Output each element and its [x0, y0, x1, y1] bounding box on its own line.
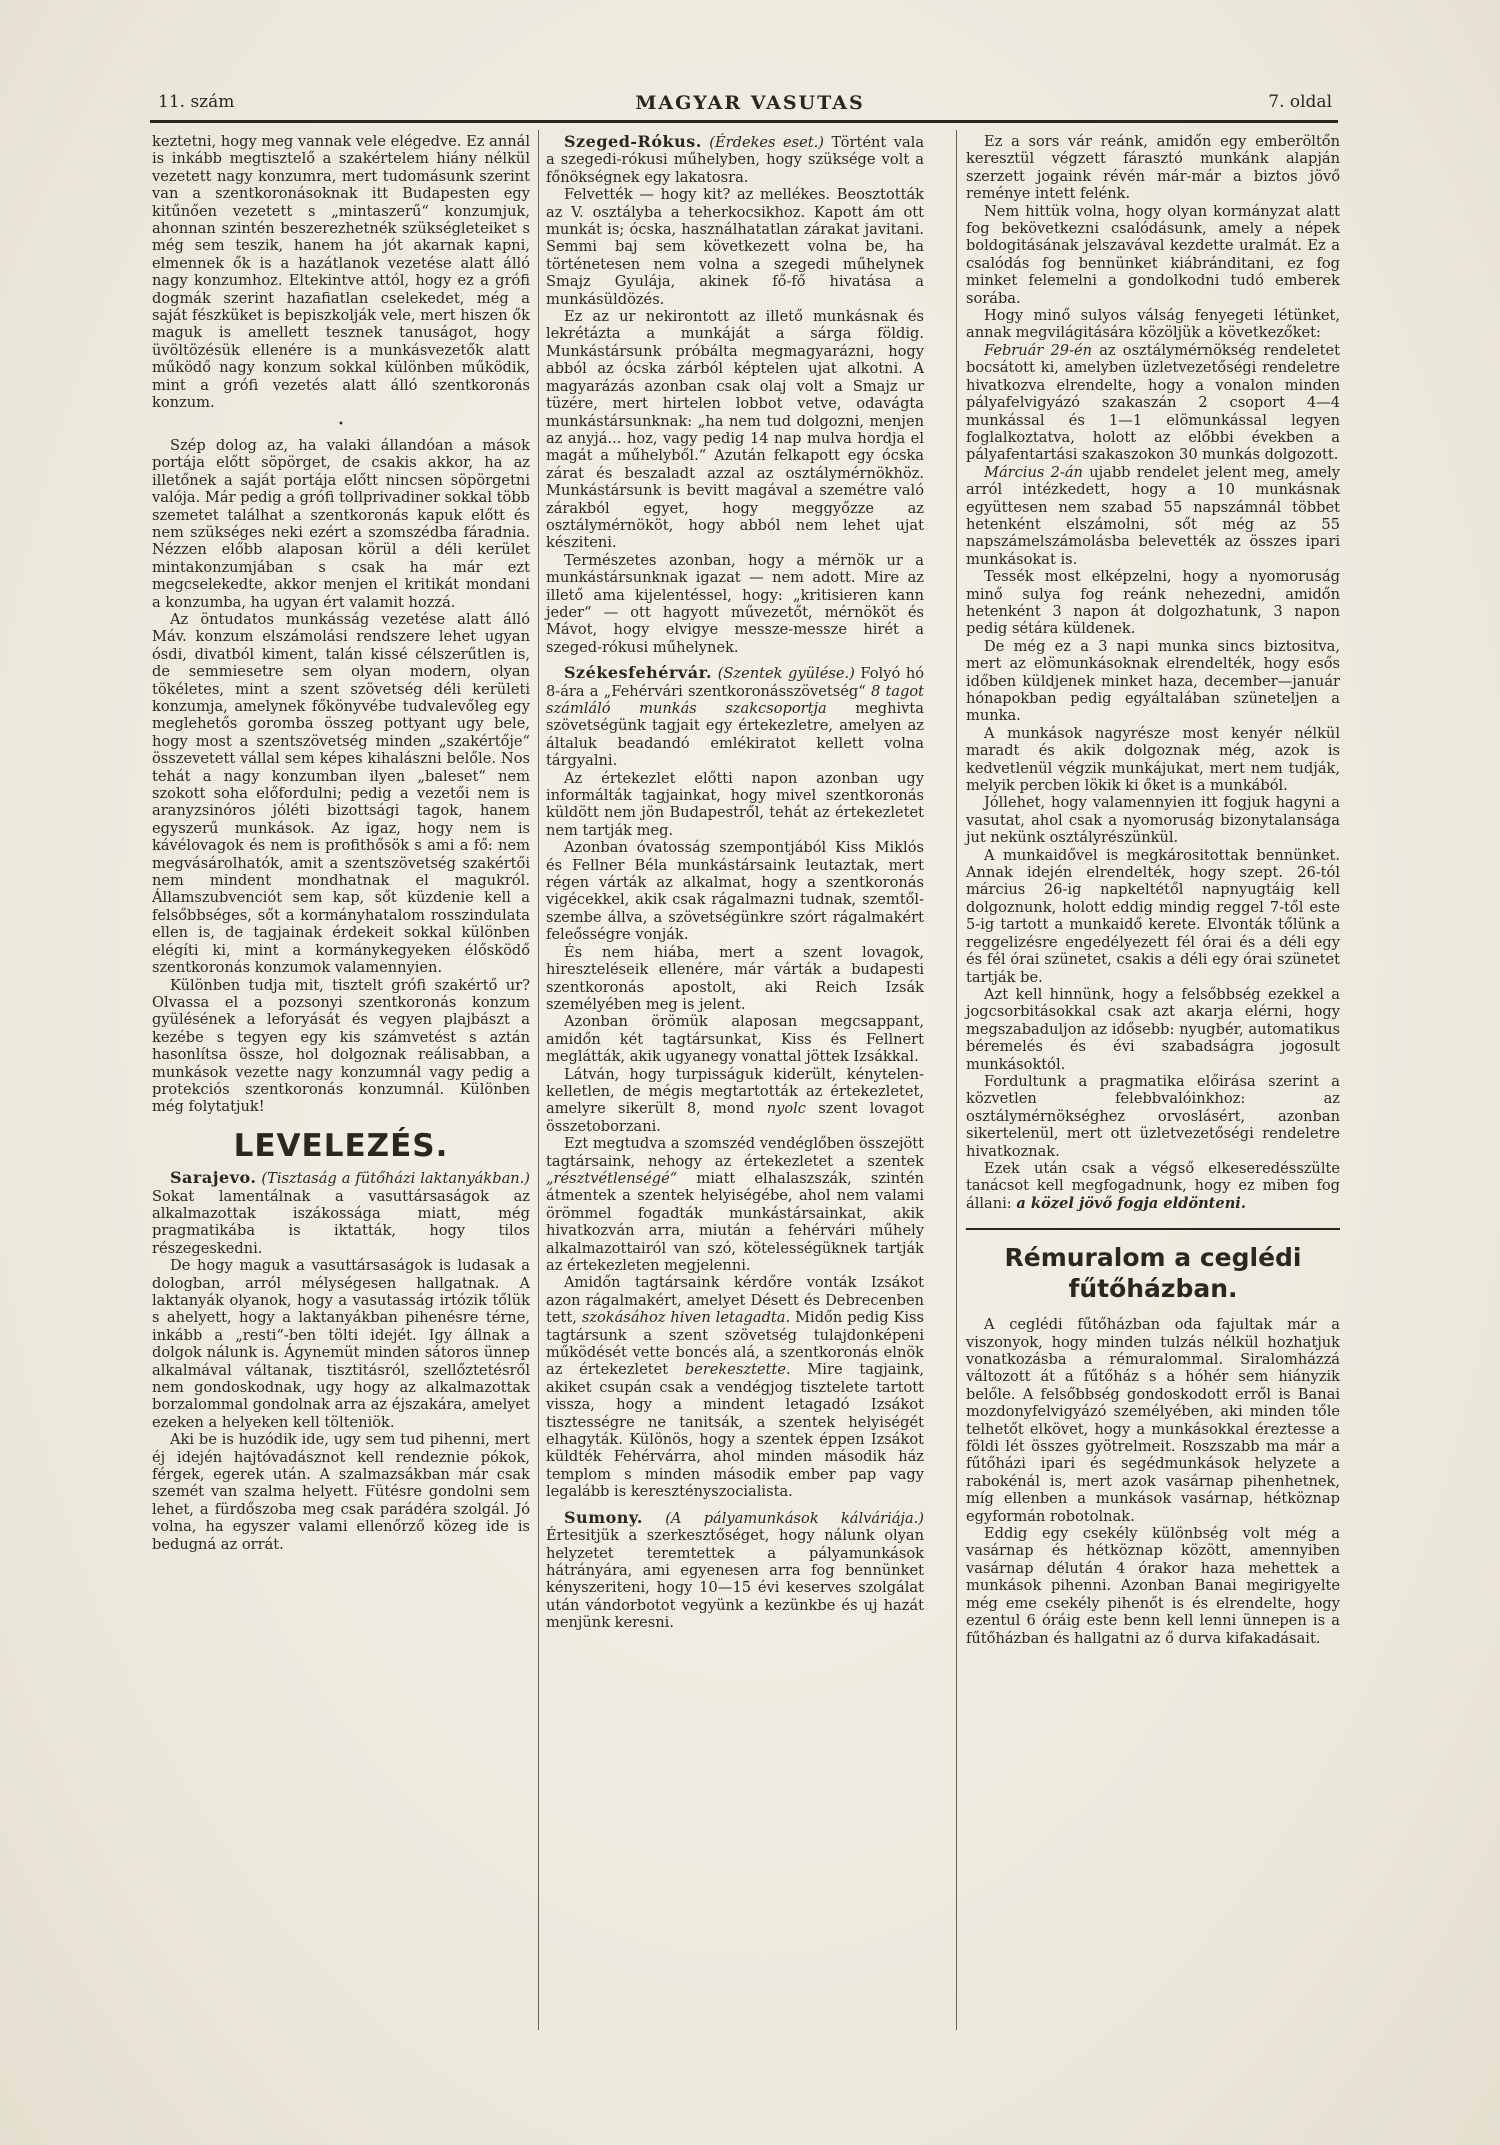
date-emphasis: Március 2-án	[984, 463, 1083, 481]
dispatch-subtitle: (Tisztaság a fütőházi laktanyákban.)	[261, 1170, 531, 1188]
emphasis: 8 tagot számláló munkás szakcsoportja	[546, 682, 925, 717]
emphasis: a közel jövő fogja eldönteni.	[1016, 1194, 1246, 1212]
star-separator: •	[338, 418, 344, 430]
column-divider	[956, 130, 957, 2030]
dispatch-location: Szeged-Rókus.	[564, 132, 702, 151]
paragraph: Az öntudatos munkásság vezetése alatt álló Máv. konzum elszámolási rendszere lehet ugyan ósdi, divatból kiment, talán kissé célszerűtlen is, de semmiesetre sem olyan modern, olyan tökéletes, mint a szent szövetség déli kerületi konzumja, amelynek főkönyvébe tudvalevőleg egy meglehetős goromba összeg pottyant ugy bele, hogy most a szentszövetség minden „szakértője“ összevetett vállal sem képes kihalászni belőle. Nos tehát a nagy konzumban ilyen „baleset“ nem szokott soha előfordulni; pedig a vezetői nem is aranyzsinóros jóléti bizottsági tagok, hanem egyszerű munkások. Az igaz, hogy nem is kávélovagok és nem is profithősök s ami a fő: nem megvásárolhatók, amit a szentszövetség szakértői nem mindent mondhatnak el magukról. Államszubvenciót sem kap, sőt küzdenie kell a felsőbbséges, sőt a kormányhatalom rosszindulata ellen is, de tagjainak érdekeit sokkal különben elégíti ki, mint a kormánykegyeken élősködő szentkoronás konzumok valamennyien.	[152, 610, 530, 977]
paragraph: Sokat lamentálnak a vasuttársaságok az alkalmazottak iszákossága miatt, még pragmatikába is iktatták, hogy tilos részegeskedni.	[152, 1187, 530, 1257]
paragraph: Hogy minő sulyos válság fenyegeti létünket, annak megvilágitására közöljük a következőket:	[966, 307, 1340, 342]
dispatch-location: Székesfehérvár.	[564, 663, 713, 683]
paragraph: meghivta szövetségünk tagjait egy értekezletre, amelyen az általuk beadandó emlékiratot kellett volna tárgyalni.	[546, 700, 924, 770]
paragraph: Különben tudja mit, tisztelt grófi szakértő ur? Olvassa el a pozsonyi szentkoronás konzum gyülésének a leforyását és vegyen plajbászt a kezébe s tegyen egy kis számvetést s aztán hasonlítsa össze, hol dolgoznak reálisabban, a munkások vezette nagy konzumnál vagy pedig a protekciós szentkoronás konzumnál. Különben még folytatjuk!	[152, 976, 530, 1116]
header-rule	[150, 120, 1338, 123]
paragraph: Történt vala a szegedi-rókusi műhelyben, hogy szüksége volt a főnökségnek egy lakatosra.	[546, 134, 925, 186]
paragraph: Ezt megtudva a szomszéd vendéglőben összejött tagtársaink, nehogy az értekezletet a szentek	[546, 1135, 924, 1170]
article-headline: Rémuralom a ceglédi fűtőházban.	[966, 1228, 1340, 1304]
column-1	[152, 133, 530, 1553]
dispatch-subtitle: (Szentek gyülése.)	[717, 665, 855, 683]
emphasis: „résztvétlenségé“	[546, 1169, 678, 1187]
date-emphasis: Február 29-én	[984, 341, 1093, 359]
paragraph: A munkások nagyrésze most kenyér nélkül maradt és akik dolgoznak még, azok is kedvetlenül végzik munkájukat, mert nem tudják, melyik percben lökik ki őket is a munkából.	[966, 724, 1340, 795]
paragraph: Midőn pedig Kiss tagtársunk a szent szövetség tulajdonképeni működését vette boncés alá, a szentkoronás elnök az értekezletet	[546, 1309, 925, 1379]
paragraph: Azt kell hinnünk, hogy a felsőbbség ezekkel a jogcsorbitásokkal csak azt akarja elérni, hogy megszabaduljon az idősebb: nyugbér, automatikus béremelés és évi szabadságra jogosult munkásoktól.	[966, 985, 1340, 1073]
column-2	[546, 133, 924, 1632]
paragraph: A munkaidővel is megkárositottak bennünket. Annak idején elrendelték, hogy szept. 26-tól március 26-ig napkeltétől napnyugtáig kell dolgoznunk, holott eddig mindig reggel 7-től este 5-ig tartott a munkaidő kerete. Elvonták tőlünk a reggelizésre engedélyezett fél órai és a déli egy és fél órai szünetet, csakis a déli egy órai szünetet tartják be.	[966, 846, 1340, 986]
emphasis: szokásához hiven letagadta.	[581, 1309, 791, 1327]
page-number: 7. oldal	[1268, 92, 1332, 112]
paragraph: Felvették — hogy kit? az mellékes. Beosztották az V. osztályba a teherkocsikhoz. Kapott ám ott munkát is; ócska, használhatatlan zárakat javitani. Semmi baj sem következett volna be, ha történetesen nem volna a szegedi műhelynek Smajz Gyulája, akinek fő-fő hivatása a munkásüldözés.	[546, 186, 924, 308]
paragraph: keztetni, hogy meg vannak vele elégedve. Ez annál is inkább megtisztelő a szakértelem hiány nélkül vezetett nagy konzumra, mert tudomásunk szerint van a szentkoronásoknak itt Budapesten egy kitűnően vezetett s „mintaszerű“ konzumjuk, ahonnan szintén beszerezhetnék szükségleteiket s még sem teszik, hanem ha jót akarnak kapni, elmennek ők is a hazátlanok vezetése alatt álló nagy konzumhoz. Eltekintve attól, hogy ez a grófi dogmák szerint hazafiatlan cselekedet, még a saját fészküket is bepiszkolják vele, mert hiszen ők maguk is amellett tesznek tanuságot, hogy üvöltözésük ellenére is a munkásvezetők alatt működő nagy konzum sokkal különben működik, mint a grófi vezetés alatt álló szentkoronás konzum.	[152, 133, 530, 412]
paragraph: Ezek után csak a végső elkeseredésszülte tanácsot kell megfogadnunk, hogy ez miben fog állani:	[966, 1159, 1340, 1212]
paragraph: Értesitjük a szerkesztőséget, hogy nálunk olyan helyzetet teremtettek a pályamunkások hátrányára, ami egyenesen arra fog bennünket kényszeriteni, hogy 10—15 évi keserves szolgálat után vándorbotot vegyünk a kezünkbe és uj hazát menjünk keresni.	[546, 1527, 924, 1632]
paragraph: Látván, hogy turpisságuk kiderült, kénytelen-kelletlen, de mégis megtartották az értekezletet, amelyre sikerült 8, mond	[546, 1065, 924, 1118]
paragraph: Ez az ur nekirontott az illető munkásnak és lekrétázta a munkáját a sárga földig. Munkástársunk próbálta megmagyarázni, hogy abból az ócska zárból képtelen ujat alkotni. A magyarázás azonban csak olaj volt a Smajz ur tüzére, mert hirtelen lobbot vetve, odavágta munkástársunknak: „ha nem tud dolgozni, menjen az anyjá... hoz, vagy pedig 14 nap mulva hordja el magát a műhelyből.“ Azután felkapott egy ócska zárat és beszaladt azzal az osztálymérnökhöz. Munkástársunk is bevitt magával a szemétre való zárakból egyet, hogy meggyőzze az osztálymérnököt, hogy abból nem lehet ujat késziteni.	[546, 308, 924, 552]
column-3	[966, 133, 1340, 1647]
paragraph: Folyó hó 8-ára a „Fehérvári szentkoronásszövetség“	[546, 665, 925, 700]
dispatch-subtitle: (A pályamunkások kálváriája.)	[665, 1509, 924, 1527]
paragraph: Ez a sors vár reánk, amidőn egy emberöltőn keresztül végzett fárasztó munkánk alapján szerzett jogaink révén már-már a biztos jövő reménye intett felénk.	[966, 133, 1340, 203]
paragraph: Fordultunk a pragmatika előirása szerint a közvetlen felebbvalóinkhoz: az osztálymérnökséghez orvoslásért, azonban sikertelenül, mert ott üzletvezetőségi rendeletre hivatkoznak.	[966, 1072, 1340, 1160]
paragraph: Jóllehet, hogy valamennyien itt fogjuk hagyni a vasutat, ahol csak a nyomoruság bizonytalansága jut nekünk osztályrészünkül.	[966, 794, 1340, 847]
paragraph: Amidőn tagtársaink kérdőre vonták Izsákot azon rágalmakért, amelyet Désett és Debrecenben tett,	[546, 1274, 924, 1327]
paragraph: ujabb rendelet jelent meg, amely arról intézkedett, hogy a 10 munkásnak együttesen nem szabad 55 napszámnál többet hetenként elszámolni, sőt még az 55 napszámelszámolásba belevették az összes ipari munkásokat is.	[966, 463, 1340, 568]
column-divider	[538, 130, 539, 2030]
paragraph: az osztálymérnökség rendeletet bocsátott ki, amelyben üzletvezetőségi rendeletre hivatkozva elrendelte, hogy a vonalon minden pályafelvigyázó szakaszán 2 csoport 4—4 munkással és 1—1 elömunkással legyen foglalkoztatva, holott az előbbi években a pályafentartási szakaszokon 30 munkás dolgozott.	[966, 341, 1340, 464]
dispatch-location: Sarajevo.	[170, 1168, 257, 1188]
emphasis: nyolc	[766, 1100, 806, 1118]
newspaper-title: MAGYAR VASUTAS	[635, 92, 865, 114]
paragraph: Azonban óvatosság szempontjából Kiss Miklós és Fellner Béla munkástársaink leutaztak, mert régen várták az alkalmat, hogy a szentkoronás vigécekkel, akik csak rágalmazni tudnak, szemtől-szembe állva, a szövetségünkre szórt rágalmakért feleősségre vonják.	[546, 839, 924, 944]
paragraph: Az értekezlet előtti napon azonban ugy informálták tagjainkat, hogy mivel szentkoronás küldött nem jön Budapestről, tehát az értekezletet nem tartják meg.	[546, 769, 924, 839]
emphasis: berekesztette.	[684, 1361, 791, 1379]
paragraph: Nem hittük volna, hogy olyan kormányzat alatt fog bekövetkezni csalódásunk, amely a népek boldogitásának jelszavával kezdette uralmát. Ez a csalódás fog bennünket kiábránditani, ez fog minket felemelni a gondolkodni tudó emberek sorába.	[966, 202, 1340, 307]
paragraph: szent lovagot összetoborzani.	[546, 1100, 925, 1135]
paragraph: Mire tagjaink, akiket csupán csak a vendégjog tisztelete tartott vissza, hogy a mindent letagadó Izsákot tisztességre ne tanitsák, a szentek helyiségét elhagyták. Különös, hogy a szentek éppen Izsákot küldték Fehérvárra, ahol minden második ház templom s minden második ember pap vagy legalább is keresztényszocialista.	[546, 1361, 925, 1501]
paragraph: És nem hiába, mert a szent lovagok, hireszteléseik ellenére, már várták a budapesti szentkoronás apostolt, aki Reich Izsák személyében meg is jelent.	[546, 943, 924, 1013]
paragraph: Szép dolog az, ha valaki állandóan a mások portája előtt söpörget, de csakis akkor, ha az illetőnek a saját portája előtt nincsen söpörgetni valója. Már pedig a grófi tollprivadiner sokkal több szemetet találhat a szentkoronás kapuk előtt és nem szükséges neki ezért a szomszédba fáradnia. Nézzen előbb alaposan körül a déli kerület mintakonzumjában s csak ha már ezt megcselekedte, akkor menjen el kritikát mondani a konzumba, ha ugyan ért valamit hozzá.	[152, 436, 530, 611]
dispatch-location: Sumony.	[564, 1507, 643, 1527]
paragraph: De még ez a 3 napi munka sincs biztositva, mert az elömunkásoknak elrendelték, hogy esős időben küldjenek minket haza, december—január hónapokban pedig egyáltalában szüneteljen a munka.	[966, 637, 1340, 725]
paragraph: Eddig egy csekély különbség volt még a vasárnap és hétköznap között, amennyiben vasárnap délután 4 órakor haza mehettek a munkások pihenni. Azonban Banai megirigyelte még eme csekély pihenőt is és elrendelte, hogy ezentul 6 óráig este benn kell lenni ünnepen is a fűtőházban és hallgatni az ő durva kifakadásait.	[966, 1525, 1340, 1647]
issue-number: 11. szám	[158, 92, 235, 112]
paragraph: Tessék most elképzelni, hogy a nyomoruság minő sulya fog reánk nehezedni, amidőn hetenként 3 napon át dolgozhatunk, 3 napon pedig sétára küldenek.	[966, 568, 1340, 638]
paragraph: De hogy maguk a vasuttársaságok is ludasak a dologban, arról mélységesen hallgatnak. A laktanyák olyanok, hogy a vasutasság irtózik tőlük s ahelyett, hogy a laktanyákban pihenésre térne, inkább a „resti“-ben tölti idejét. Igy állnak a dolgok nálunk is. Ágynemüt minden sátoros ünnep alkalmával váltanak, tisztitásról, szellőztetésről nem gondoskodnak, ugy hogy az alkalmazottak borzalommal gondolnak arra az éjszakára, amelyet ezeken a helyeken kell tölteniök.	[152, 1257, 530, 1431]
paragraph: Azonban örömük alaposan megcsappant, amidőn két tagtársunkat, Kiss és Fellnert meglátták, akik ugyanegy vonattal jöttek Izsákkal.	[546, 1013, 924, 1066]
paragraph: Aki be is huzódik ide, ugy sem tud pihenni, mert éj idején hajtóvadásznot kell rendeznie pókok, férgek, egerek után. A szalmazsákban már csak szemét van szalma helyett. Fütésre gondolni sem lehet, a fürdőszoba meg csak parádéra szolgál. Jó volna, ha egyszer valami ellenőrző közeg ide is bedugná az orrát.	[152, 1431, 530, 1553]
paragraph: A ceglédi fűtőházban oda fajultak már a viszonyok, hogy minden tulzás nélkül hozhatjuk vonatkozásba a rémuralommal. Siralomházzá változott át a fűtőház s a hóhér sem hiányzik belőle. A felsőbbség gondoskodott erről is Banai mozdonyfelvigyázó személyében, aki minden tőle telhetőt elkövet, hogy a munkásokkal éreztesse a földi lét összes gyötrelmeit. Roszszabb ma már a fűtőházi ipari és segédmunkások helyzete a rabokénál is, mert azok vasárnap pihenhetnek, míg ellenben a munkások vasárnap, hétköznap egyformán robotolnak.	[966, 1316, 1340, 1525]
paragraph: miatt elhalaszszák, szintén átmentek a szentek helyiségébe, ahol nem valami örömmel fogadták munkástársainkat, akik hivatkozván arra, miután a fehérvári műhely alkalmazottairól van szó, kötelességüknek tartják az értekezleten megjelenni.	[546, 1169, 924, 1274]
section-heading: LEVELEZÉS.	[233, 1127, 449, 1164]
paragraph: Természetes azonban, hogy a mérnök ur a munkástársunknak igazat — nem adott. Mire az illető ama kijelentéssel, hogy: „kritisieren kann jeder“ — ott hagyott művezetőt, mérnököt és Mávot, hogy elvigye messze-messze hirét a szeged-rókusi műhelynek.	[546, 551, 924, 656]
dispatch-subtitle: (Érdekes eset.)	[709, 134, 825, 151]
